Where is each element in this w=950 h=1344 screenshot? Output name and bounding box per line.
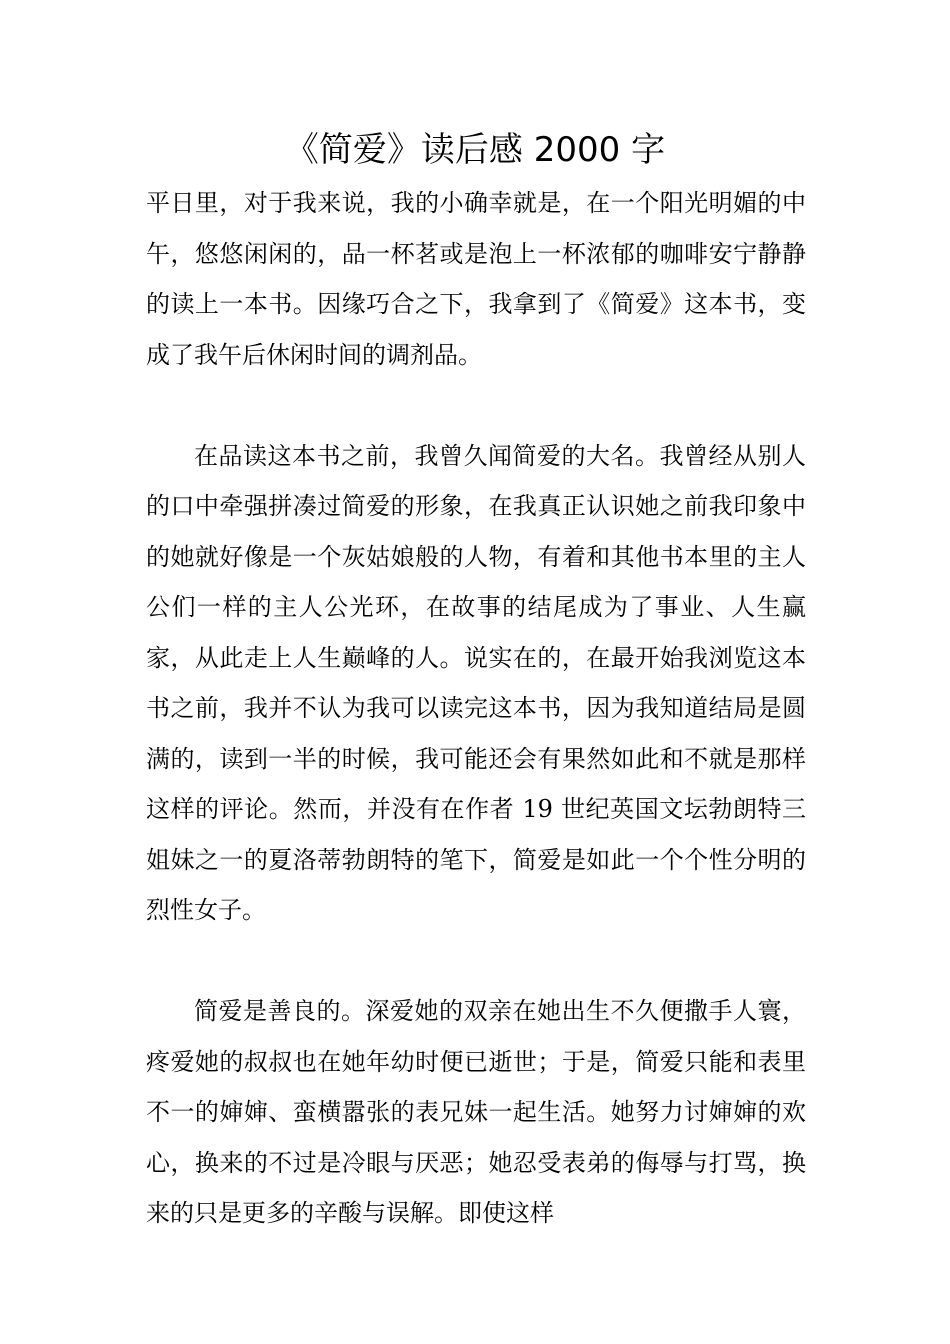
- document-title: 《简爱》读后感 2000 字: [284, 130, 666, 170]
- document-body: [146, 178, 806, 1239]
- paragraph-2: 在品读这本书之前，我曾久闻简爱的大名。我曾经从别人的口中牵强拼凑过简爱的形象，在我真正认识她之前我印象中的她就好像是一个灰姑娘般的人物，有着和其他书本里的主人公们一样的主人公光环，在故事的结尾成为了事业、人生赢家，从此走上人生巅峰的人。说实在的，在最开始我浏览这本书之前，我并不认为我可以读完这本书，因为我知道结局是圆满的，读到一半的时候，我可能还会有果然如此和不就是那样这样的评论。然而，并没有在作者 19 世纪英国文坛勃朗特三姐妹之一的夏洛蒂勃朗特的笔下，简爱是如此一个个性分明的烈性女子。: [146, 441, 806, 924]
- paragraph-1: 平日里，对于我来说，我的小确幸就是，在一个阳光明媚的中午，悠悠闲闲的，品一杯茗或是泡上一杯浓郁的咖啡安宁静静的读上一本书。因缘巧合之下，我拿到了《简爱》这本书，变成了我午后休闲时间的调剂品。: [146, 189, 806, 369]
- paragraph-3: 简爱是善良的。深爱她的双亲在她出生不久便撒手人寰，疼爱她的叔叔也在她年幼时便已逝世；于是，简爱只能和表里不一的婶婶、蛮横嚣张的表兄妹一起生活。她努力讨婶婶的欢心，换来的不过是冷眼与厌恶；她忍受表弟的侮辱与打骂，换来的只是更多的辛酸与误解。即使这样: [146, 997, 806, 1227]
